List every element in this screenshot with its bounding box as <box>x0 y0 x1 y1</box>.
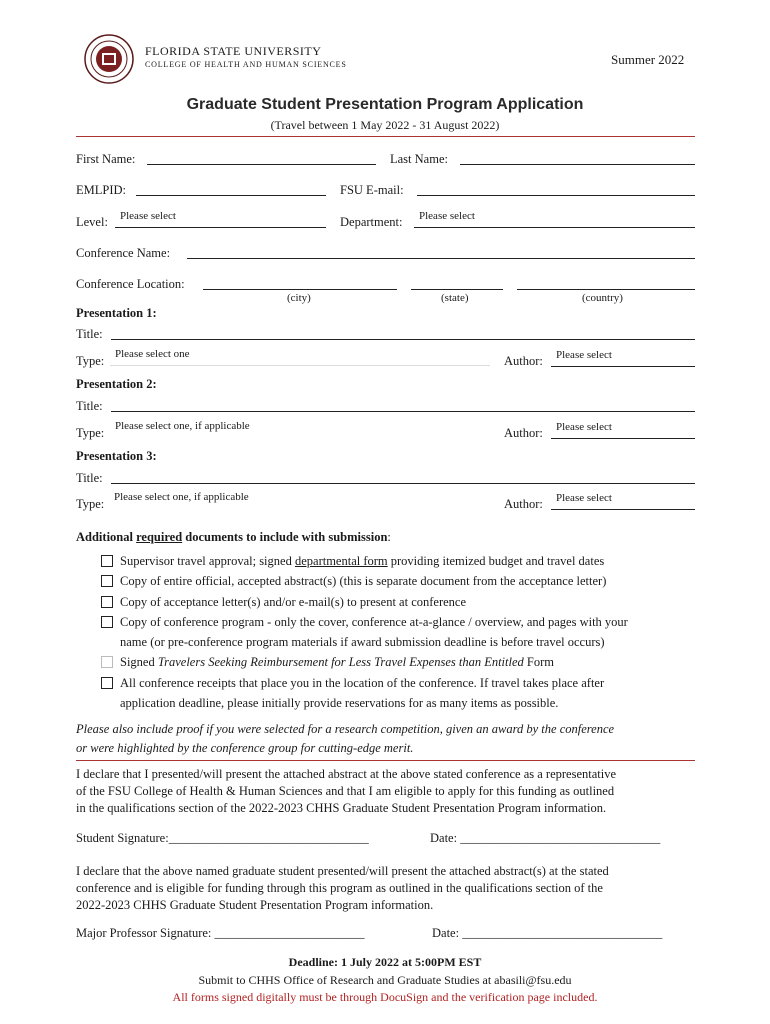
doc-item-acceptance-letter: Copy of acceptance letter(s) and/or e-mail(s) to present at conference <box>120 595 467 609</box>
emplid-label: EMLPID: <box>76 183 126 197</box>
presentation-3-heading: Presentation 3: <box>76 449 157 463</box>
presentation-1-type-line <box>110 365 490 366</box>
checkbox-conference-program[interactable] <box>101 616 113 628</box>
page-subtitle: (Travel between 1 May 2022 - 31 August 2022) <box>270 118 500 132</box>
declaration-2-line3: 2022-2023 CHHS Graduate Student Presentation Program information. <box>76 898 434 912</box>
checkbox-receipts[interactable] <box>101 677 113 689</box>
city-field[interactable] <box>203 289 397 290</box>
presentation-2-type-select[interactable]: Please select one, if applicable <box>115 420 250 432</box>
deadline-text: Deadline: 1 July 2022 at 5:00PM EST <box>288 955 482 969</box>
doc-item-5-a: Signed <box>120 655 158 669</box>
checkbox-signed-form[interactable] <box>101 656 113 668</box>
presentation-2-author-select[interactable]: Please select <box>556 421 612 433</box>
student-signature-field[interactable]: Student Signature:________________________________ <box>76 831 369 845</box>
presentation-1-author-label: Author: <box>504 354 543 368</box>
presentation-2-author-label: Author: <box>504 426 543 440</box>
department-label: Department: <box>340 215 403 229</box>
first-name-label: First Name: <box>76 152 136 166</box>
presentation-3-title-label: Title: <box>76 471 103 485</box>
presentation-3-type-label: Type: <box>76 497 105 511</box>
city-caption: (city) <box>287 292 311 304</box>
professor-signature-field[interactable]: Major Professor Signature: ________________________ <box>76 926 365 940</box>
documents-heading <box>76 530 391 545</box>
presentation-1-title-field[interactable] <box>111 339 695 340</box>
department-select[interactable]: Please select <box>419 210 475 222</box>
state-caption: (state) <box>441 292 469 304</box>
doc-item-conference-program-line1: Copy of conference program - only the cover, conference at-a-glance / overview, and pages with your <box>120 615 628 629</box>
doc-item-signed-form <box>120 655 554 670</box>
doc-item-conference-program-line2: name (or pre-conference program materials if award submission deadline is before travel occurs) <box>120 635 605 649</box>
level-select-line <box>115 227 326 228</box>
page-title: Graduate Student Presentation Program Application <box>186 96 584 113</box>
doc-item-5-b: Form <box>523 655 554 669</box>
level-select[interactable]: Please select <box>120 210 176 222</box>
college-name: COLLEGE OF HEALTH AND HUMAN SCIENCES <box>145 60 347 69</box>
professor-date-field[interactable]: Date: ________________________________ <box>432 926 663 940</box>
title-divider <box>76 136 695 137</box>
presentation-1-type-label: Type: <box>76 354 105 368</box>
presentation-2-title-label: Title: <box>76 399 103 413</box>
presentation-2-heading: Presentation 2: <box>76 377 157 391</box>
proof-note-line1: Please also include proof if you were selected for a research competition, given an award by the conference <box>76 722 615 736</box>
fsu-seal-logo <box>84 34 134 84</box>
conference-name-field[interactable] <box>187 258 695 259</box>
documents-heading-required: required <box>136 530 183 544</box>
departmental-form-link[interactable]: departmental form <box>294 554 388 568</box>
level-label: Level: <box>76 215 108 229</box>
doc-item-5-italic: Travelers Seeking Reimbursement for Less Travel Expenses than Entitled <box>157 655 524 669</box>
doc-item-receipts-line2: application deadline, please initially provide reservations for as many items as possible. <box>120 696 559 710</box>
emplid-field[interactable] <box>136 195 326 196</box>
docusign-notice: All forms signed digitally must be through DocuSign and the verification page included. <box>172 990 598 1004</box>
first-name-field[interactable] <box>147 164 376 165</box>
declaration-2-line2: conference and is eligible for funding through this program as outlined in the qualifications section of the <box>76 881 603 895</box>
presentation-2-author-line <box>551 438 695 439</box>
country-field[interactable] <box>517 289 695 290</box>
presentation-1-type-select[interactable]: Please select one <box>115 348 190 360</box>
presentation-1-title-label: Title: <box>76 327 103 341</box>
documents-heading-post: documents to include with submission <box>182 530 388 544</box>
last-name-field[interactable] <box>460 164 695 165</box>
presentation-3-author-select[interactable]: Please select <box>556 492 612 504</box>
checkbox-acceptance-letter[interactable] <box>101 596 113 608</box>
documents-heading-colon: : <box>387 530 391 544</box>
declaration-1-line1: I declare that I presented/will present the attached abstract at the above stated conference as a representative <box>76 767 617 781</box>
country-caption: (country) <box>582 292 623 304</box>
presentation-1-author-line <box>551 366 695 367</box>
declaration-1-line3: in the qualifications section of the 2022-2023 CHHS Graduate Student Presentation Program information. <box>76 801 607 815</box>
doc-item-supervisor-approval <box>120 554 604 569</box>
submit-instructions: Submit to CHHS Office of Research and Graduate Studies at abasili@fsu.edu <box>198 973 572 987</box>
state-field[interactable] <box>411 289 503 290</box>
presentation-1-heading: Presentation 1: <box>76 306 157 320</box>
doc-item-abstract: Copy of entire official, accepted abstract(s) (this is separate document from the acceptance letter) <box>120 574 607 588</box>
fsu-email-field[interactable] <box>417 195 695 196</box>
declaration-2-line1: I declare that the above named graduate student presented/will present the attached abstract(s) at the stated <box>76 864 609 878</box>
proof-note-line2: or were highlighted by the conference group for cutting-edge merit. <box>76 741 414 755</box>
note-divider <box>76 760 695 761</box>
checkbox-supervisor-approval[interactable] <box>101 555 113 567</box>
presentation-3-author-line <box>551 509 695 510</box>
presentation-3-author-label: Author: <box>504 497 543 511</box>
checkbox-abstract[interactable] <box>101 575 113 587</box>
conference-name-label: Conference Name: <box>76 246 171 260</box>
department-select-line <box>414 227 695 228</box>
presentation-1-author-select[interactable]: Please select <box>556 349 612 361</box>
presentation-3-title-field[interactable] <box>111 483 695 484</box>
presentation-2-type-label: Type: <box>76 426 105 440</box>
doc-item-1-a: Supervisor travel approval; signed <box>120 554 295 568</box>
declaration-1-line2: of the FSU College of Health & Human Sciences and that I am eligible to apply for this funding as outlined <box>76 784 615 798</box>
presentation-2-title-field[interactable] <box>111 411 695 412</box>
university-name: FLORIDA STATE UNIVERSITY <box>145 44 322 58</box>
documents-heading-pre: Additional <box>76 530 137 544</box>
last-name-label: Last Name: <box>390 152 448 166</box>
student-date-field[interactable]: Date: ________________________________ <box>430 831 661 845</box>
doc-item-receipts-line1: All conference receipts that place you in the location of the conference. If travel takes place after <box>120 676 605 690</box>
doc-item-1-b: providing itemized budget and travel dates <box>387 554 605 568</box>
conference-location-label: Conference Location: <box>76 277 185 291</box>
term-label: Summer 2022 <box>611 52 685 67</box>
fsu-email-label: FSU E-mail: <box>340 183 404 197</box>
presentation-3-type-select[interactable]: Please select one, if applicable <box>114 491 249 503</box>
